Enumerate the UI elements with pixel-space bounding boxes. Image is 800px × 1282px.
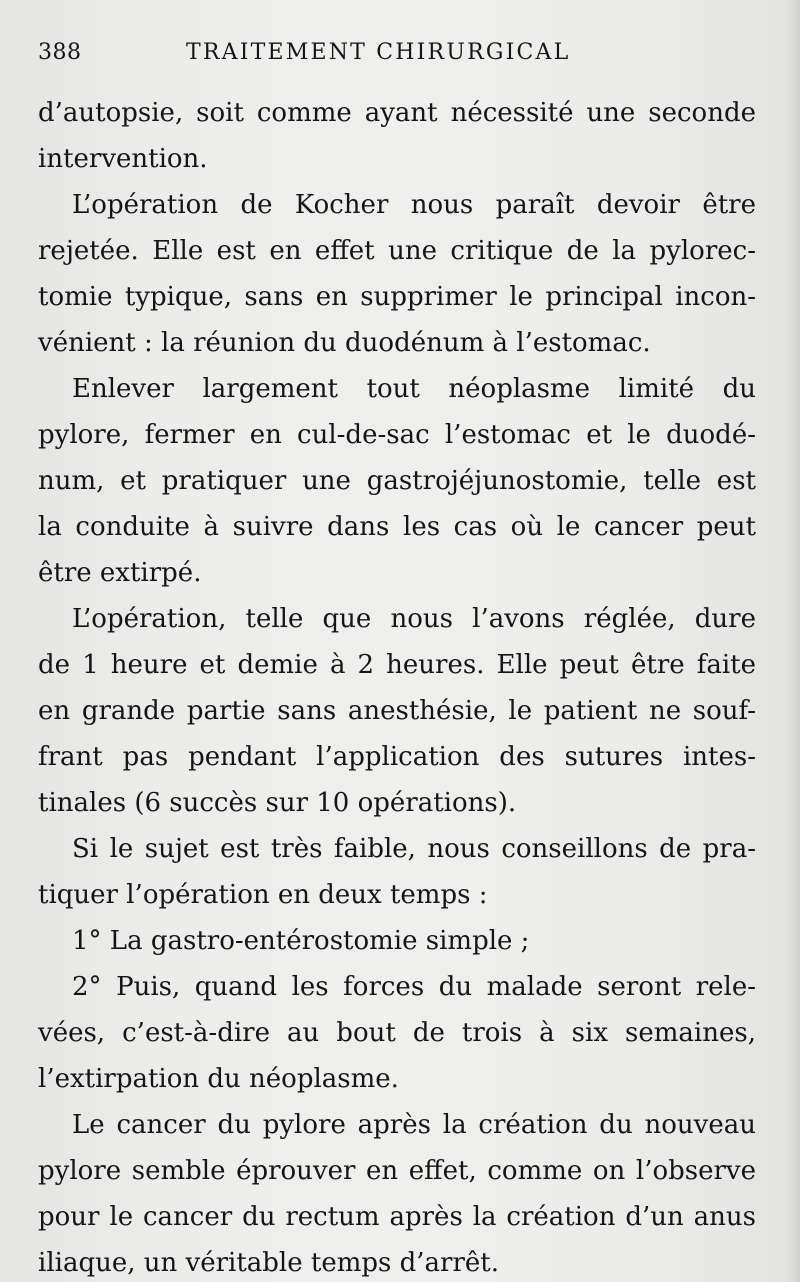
running-head: TRAITEMENT CHIRURGICAL xyxy=(186,40,571,65)
text-line: pylore semble éprouver en effet, comme on l’observe xyxy=(38,1156,756,1186)
text-line: Enlever largement tout néoplasme limité du xyxy=(72,374,756,404)
body-text xyxy=(38,90,756,1282)
text-line: d’autopsie, soit comme ayant nécessité une seconde xyxy=(38,98,756,128)
text-line: num, et pratiquer une gastrojéjunostomie, telle est xyxy=(38,466,756,496)
text-line: vées, c’est-à-dire au bout de trois à six semaines, xyxy=(38,1018,756,1048)
text-line: pour le cancer du rectum après la création d’un anus xyxy=(38,1202,756,1232)
text-line: l’extirpation du néoplasme. xyxy=(38,1064,399,1094)
text-line: Le cancer du pylore après la création du nouveau xyxy=(72,1110,756,1140)
text-line: rejetée. Elle est en effet une critique de la pylorec- xyxy=(38,236,756,266)
text-line: tiquer l’opération en deux temps : xyxy=(38,880,488,910)
text-line: être extirpé. xyxy=(38,558,202,588)
text-line: la conduite à suivre dans les cas où le cancer peut xyxy=(38,512,756,542)
text-line: intervention. xyxy=(38,144,208,174)
text-line: frant pas pendant l’application des sutures intes- xyxy=(38,742,756,772)
page-edge-shadow xyxy=(786,0,800,1282)
text-line: 1° La gastro-entérostomie simple ; xyxy=(72,926,530,956)
text-line: de 1 heure et demie à 2 heures. Elle peut être faite xyxy=(38,650,756,680)
text-line: L’opération de Kocher nous paraît devoir être xyxy=(72,190,756,220)
text-line: Si le sujet est très faible, nous conseillons de pra- xyxy=(72,834,756,864)
text-line: 2° Puis, quand les forces du malade seront rele- xyxy=(72,972,756,1002)
text-line: tinales (6 succès sur 10 opérations). xyxy=(38,788,517,818)
text-line: en grande partie sans anesthésie, le patient ne souf- xyxy=(38,696,756,726)
text-line: L’opération, telle que nous l’avons réglée, dure xyxy=(72,604,756,634)
text-line: vénient : la réunion du duodénum à l’estomac. xyxy=(38,328,651,358)
page-number: 388 xyxy=(38,40,82,65)
text-line: pylore, fermer en cul-de-sac l’estomac et le duodé- xyxy=(38,420,756,450)
text-line: tomie typique, sans en supprimer le principal incon- xyxy=(38,282,756,312)
page-header xyxy=(38,36,758,70)
text-line: iliaque, un véritable temps d’arrêt. xyxy=(38,1248,499,1278)
